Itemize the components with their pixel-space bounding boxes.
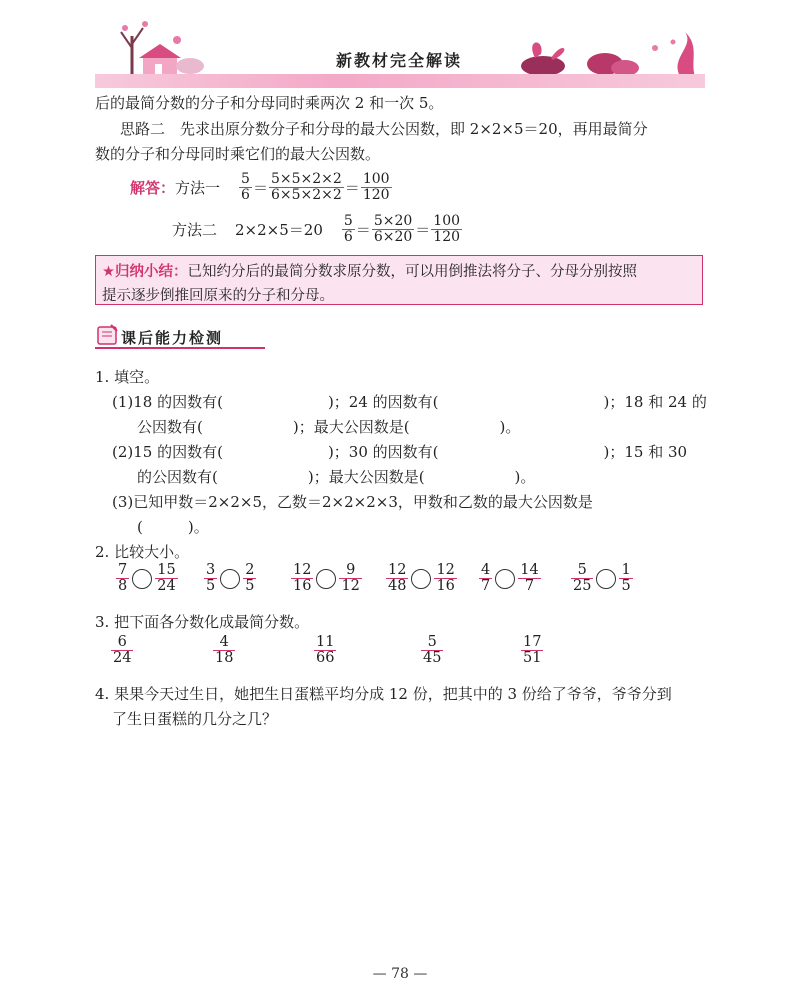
equals-sign: ＝: [252, 178, 268, 197]
question-line: 的公因数有( )；最大公因数是( )。: [137, 468, 536, 486]
denominator: 66: [316, 650, 335, 667]
numerator: 14: [520, 562, 539, 578]
header-band: [95, 74, 705, 88]
numerator: 12: [293, 562, 312, 578]
method-expression: 2×2×5＝20: [235, 220, 323, 239]
denominator: 45: [423, 650, 442, 667]
numerator: 5: [577, 562, 587, 578]
numerator: 2: [245, 562, 255, 578]
denominator: 5: [621, 578, 631, 595]
fraction: $\frac{100}{120}$: [362, 171, 390, 203]
fraction: [518, 563, 540, 594]
fraction: [314, 635, 336, 666]
question-line: (3)已知甲数＝2×2×5，乙数＝2×2×2×3，甲数和乙数的最大公因数是: [112, 493, 593, 511]
compare-item: [203, 563, 257, 594]
fraction: [291, 563, 313, 594]
question-line: (2)15 的因数有( )；30 的因数有( )；15 和 30: [112, 443, 688, 461]
compare-blank-circle[interactable]: [316, 569, 336, 589]
compare-blank-circle[interactable]: [411, 569, 431, 589]
denominator: 51: [523, 650, 542, 667]
fraction: [571, 563, 593, 594]
text-line: 后的最简分数的分子和分母同时乘两次 2 和一次 5。: [95, 94, 444, 112]
fraction: [386, 563, 408, 594]
summary-text: 已知约分后的最简分数求原分数，可以用倒推法将分子、分母分别按照: [187, 264, 637, 280]
notebook-icon: [95, 322, 121, 348]
answer-method-2: [172, 214, 463, 244]
fraction: [434, 563, 456, 594]
equals-sign: ＝: [355, 220, 371, 239]
denominator: 48: [388, 578, 407, 595]
fraction: [619, 563, 632, 594]
compare-blank-circle[interactable]: [596, 569, 616, 589]
fraction: [521, 635, 543, 666]
answer-method-1: [130, 172, 393, 202]
compare-item: [385, 563, 458, 594]
denominator: 25: [573, 578, 592, 595]
denominator: 8: [118, 578, 128, 595]
numerator: 15: [157, 562, 176, 578]
numerator: 1: [621, 562, 631, 578]
fraction: [111, 635, 133, 666]
page-header: [95, 18, 705, 88]
denominator: 24: [113, 650, 132, 667]
compare-blank-circle[interactable]: [132, 569, 152, 589]
question-line: (1)18 的因数有( )；24 的因数有( )；18 和 24 的: [112, 393, 707, 411]
question-line: 4. 果果今天过生日，她把生日蛋糕平均分成 12 份，把其中的 3 份给了爷爷，爷爷分到: [95, 685, 672, 703]
simplify-item: [520, 635, 544, 666]
question-line: 公因数有( )；最大公因数是( )。: [137, 418, 521, 436]
fraction: [421, 635, 443, 666]
denominator: 16: [293, 578, 312, 595]
question-title: 1. 填空。: [95, 368, 160, 386]
numerator: 7: [118, 562, 128, 578]
denominator: 24: [157, 578, 176, 595]
method-label: 方法一: [175, 178, 221, 197]
fraction: $\frac{5\times 20}{6\times 20}$: [373, 213, 413, 245]
numerator: 6: [117, 634, 127, 650]
summary-line: 提示逐步倒推回原来的分子和分母。: [102, 288, 334, 304]
denominator: 7: [524, 578, 535, 595]
header-title: 新教材完全解读: [335, 51, 462, 70]
section-underline: [95, 347, 265, 349]
house-icon: [139, 44, 181, 74]
numerator: 11: [316, 634, 335, 650]
fraction: [204, 563, 217, 594]
denominator: 16: [436, 578, 455, 595]
compare-item: [570, 563, 634, 594]
denominator: 12: [341, 578, 360, 595]
numerator: 3: [206, 562, 216, 578]
numerator: 4: [219, 634, 229, 650]
numerator: 4: [481, 562, 491, 578]
answer-label: 解答：: [130, 178, 176, 197]
fraction: [116, 563, 129, 594]
numerator: 12: [388, 562, 407, 578]
numerator: 17: [523, 634, 542, 650]
fraction: [213, 635, 235, 666]
fraction: [479, 563, 492, 594]
simplify-item: [420, 635, 444, 666]
question-line: 了生日蛋糕的几分之几？: [112, 710, 278, 728]
text-line: 思路二 先求出原分数分子和分母的最大公因数，即 2×2×5＝20，再用最简分: [120, 120, 648, 138]
denominator: 18: [215, 650, 234, 667]
compare-item: [478, 563, 542, 594]
question-title: 3. 把下面各分数化成最简分数。: [95, 613, 310, 631]
simplify-item: [212, 635, 236, 666]
fraction: $\frac{5}{6}$: [241, 171, 250, 203]
denominator: 7: [481, 578, 491, 595]
compare-item: [115, 563, 179, 594]
flower-icon: [521, 42, 565, 76]
fraction: [243, 563, 256, 594]
text-line: 数的分子和分母同时乘它们的最大公因数。: [95, 145, 381, 163]
denominator: 5: [245, 578, 255, 595]
denominator: 5: [206, 578, 216, 595]
compare-blank-circle[interactable]: [220, 569, 240, 589]
section-title: 课后能力检测: [121, 329, 224, 347]
question-line: ( )。: [137, 518, 209, 536]
summary-label: ★归纳小结：: [102, 264, 188, 280]
compare-blank-circle[interactable]: [495, 569, 515, 589]
simplify-item: [313, 635, 337, 666]
numerator: 5: [427, 634, 437, 650]
equals-sign: ＝: [415, 220, 431, 239]
equals-sign: ＝: [344, 178, 360, 197]
fraction: $\frac{5}{6}$: [343, 213, 353, 245]
fraction: [339, 563, 361, 594]
fraction: $\frac{5\times 5\times 2\times 2}{6\times 5\times 2\times 2}$: [270, 171, 342, 203]
numerator: 9: [346, 562, 356, 578]
simplify-item: [110, 635, 134, 666]
question-title: 2. 比较大小。: [95, 543, 190, 561]
numerator: 12: [436, 562, 455, 578]
summary-box: [95, 255, 703, 305]
page-number: — 78 —: [372, 966, 428, 982]
compare-item: [290, 563, 363, 594]
summary-line: [102, 260, 696, 284]
fraction: [155, 563, 177, 594]
fraction: $\frac{100}{120}$: [433, 213, 461, 245]
method-label: 方法二: [172, 220, 218, 239]
